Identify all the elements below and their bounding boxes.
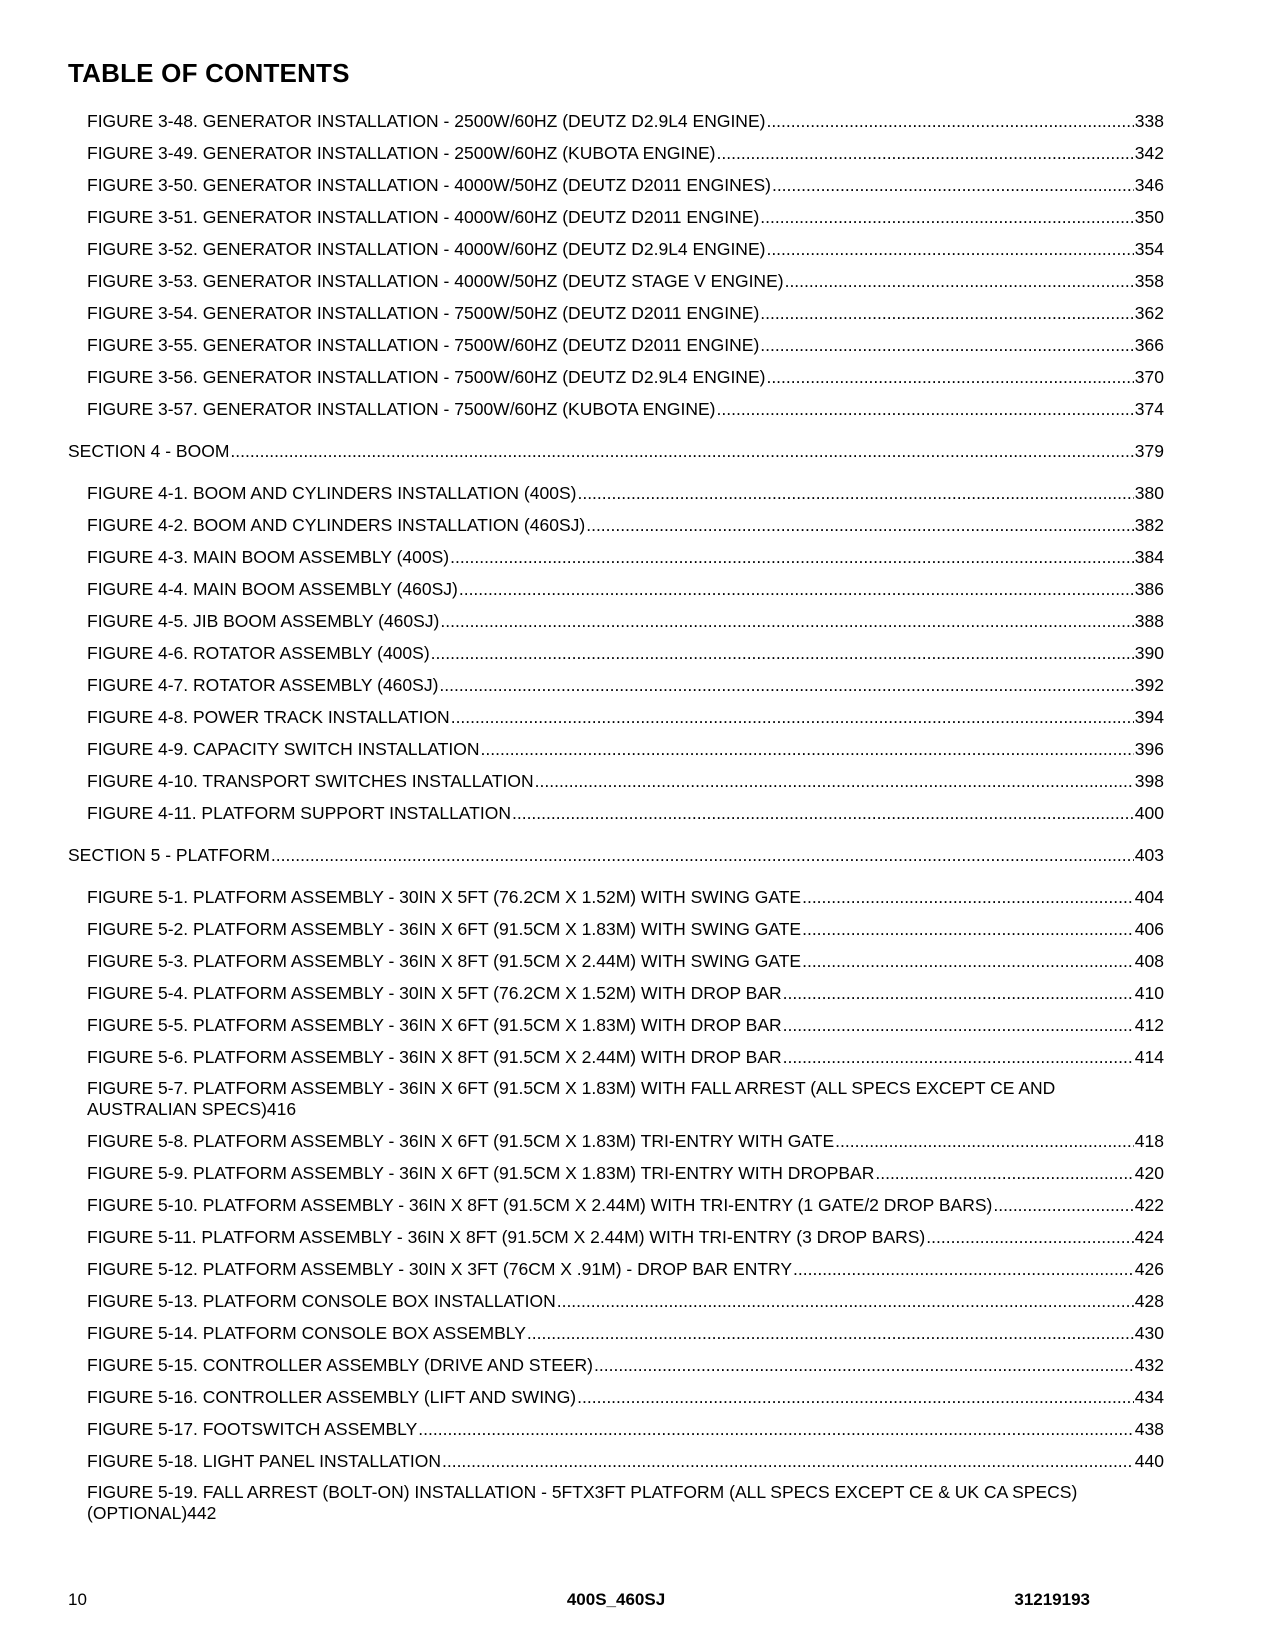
toc-entry-page: 342	[1134, 143, 1164, 163]
toc-entry[interactable]	[68, 950, 1164, 982]
toc-entry[interactable]	[68, 982, 1164, 1014]
toc-entry-label: FIGURE 5-18. LIGHT PANEL INSTALLATION	[87, 1451, 441, 1471]
toc-entry[interactable]	[68, 1162, 1164, 1194]
toc-entry[interactable]	[68, 886, 1164, 918]
dot-leader	[557, 1290, 1134, 1312]
toc-entry[interactable]	[68, 770, 1164, 802]
toc-entry-page: 362	[1134, 303, 1164, 323]
toc-entry[interactable]	[68, 110, 1164, 142]
toc-entry-page: 354	[1134, 239, 1164, 259]
toc-entry-page: 416	[266, 1099, 297, 1119]
toc-entry-label: FIGURE 4-3. MAIN BOOM ASSEMBLY (400S)	[87, 547, 450, 567]
toc-entry[interactable]	[68, 1046, 1164, 1078]
toc-entry-page: 386	[1134, 579, 1164, 599]
toc-entry-label: FIGURE 5-12. PLATFORM ASSEMBLY - 30IN X 3FT (76CM X .91M) - DROP BAR ENTRY	[87, 1259, 793, 1279]
toc-entry[interactable]	[68, 334, 1164, 366]
toc-entry-page: 392	[1134, 675, 1164, 695]
dot-leader	[481, 738, 1134, 760]
toc-entry-label: FIGURE 3-51. GENERATOR INSTALLATION - 4000W/60HZ (DEUTZ D2011 ENGINE)	[87, 207, 760, 227]
toc-entry-label: FIGURE 4-11. PLATFORM SUPPORT INSTALLATION	[87, 803, 511, 823]
dot-leader	[440, 610, 1133, 632]
toc-entry-label: FIGURE 5-17. FOOTSWITCH ASSEMBLY	[87, 1419, 418, 1439]
toc-entry-label: FIGURE 3-54. GENERATOR INSTALLATION - 7500W/50HZ (DEUTZ D2011 ENGINE)	[87, 303, 760, 323]
dot-leader	[760, 334, 1134, 356]
dot-leader	[760, 206, 1134, 228]
toc-entry-label: FIGURE 3-50. GENERATOR INSTALLATION - 4000W/50HZ (DEUTZ D2011 ENGINES)	[87, 175, 771, 195]
toc-entry[interactable]	[68, 1226, 1164, 1258]
toc-entry[interactable]	[68, 482, 1164, 514]
toc-entry[interactable]	[68, 918, 1164, 950]
page-title: TABLE OF CONTENTS	[68, 58, 350, 88]
toc-entry-page: 380	[1134, 483, 1164, 503]
toc-entry-page: 408	[1134, 951, 1164, 971]
page-footer	[68, 1590, 1164, 1614]
toc-entry-page: 432	[1134, 1355, 1164, 1375]
toc-entry-label: FIGURE 5-4. PLATFORM ASSEMBLY - 30IN X 5FT (76.2CM X 1.52M) WITH DROP BAR	[87, 983, 782, 1003]
toc-entry[interactable]	[68, 1194, 1164, 1226]
dot-leader	[793, 1258, 1134, 1280]
toc-entry-label: FIGURE 3-48. GENERATOR INSTALLATION - 2500W/60HZ (DEUTZ D2.9L4 ENGINE)	[87, 111, 766, 131]
toc-entry-page: 428	[1134, 1291, 1164, 1311]
toc-entry-label: FIGURE 3-57. GENERATOR INSTALLATION - 7500W/60HZ (KUBOTA ENGINE)	[87, 399, 716, 419]
dot-leader	[783, 982, 1134, 1004]
dot-leader	[802, 950, 1134, 972]
dot-leader	[875, 1162, 1133, 1184]
toc-entry-page: 434	[1134, 1387, 1164, 1407]
dot-leader	[271, 844, 1134, 866]
toc-entry-page: 346	[1134, 175, 1164, 195]
toc-entry-page: 394	[1134, 707, 1164, 727]
dot-leader	[766, 238, 1133, 260]
dot-leader	[535, 770, 1134, 792]
dot-leader	[418, 1418, 1134, 1440]
toc-entry-page: 442	[187, 1503, 217, 1523]
footer-model: 400S_460SJ	[566, 1590, 666, 1609]
toc-entry-label: FIGURE 5-11. PLATFORM ASSEMBLY - 36IN X 8FT (91.5CM X 2.44M) WITH TRI-ENTRY (3 DROP BARS)	[87, 1227, 926, 1247]
toc-entry-label: FIGURE 4-6. ROTATOR ASSEMBLY (400S)	[87, 643, 430, 663]
toc-entry-page: 430	[1134, 1323, 1164, 1343]
toc-entry-page: 366	[1134, 335, 1164, 355]
dot-leader	[512, 802, 1134, 824]
toc-entry[interactable]	[68, 1482, 1164, 1524]
toc-entry-label: FIGURE 3-55. GENERATOR INSTALLATION - 7500W/60HZ (DEUTZ D2011 ENGINE)	[87, 335, 760, 355]
toc-entry-page: 382	[1134, 515, 1164, 535]
toc-entry-page: 420	[1134, 1163, 1164, 1183]
toc-entry-label: FIGURE 4-1. BOOM AND CYLINDERS INSTALLATION (400S)	[87, 483, 577, 503]
toc-entry-label: FIGURE 5-19. FALL ARREST (BOLT-ON) INSTALLATION - 5FTX3FT PLATFORM (ALL SPECS EXCEPT CE & UK CA SPECS)	[87, 1482, 1078, 1502]
toc-entry-label: FIGURE 5-14. PLATFORM CONSOLE BOX ASSEMBLY	[87, 1323, 526, 1343]
toc-entry-label: FIGURE 4-9. CAPACITY SWITCH INSTALLATION	[87, 739, 480, 759]
toc-entry-label: FIGURE 4-4. MAIN BOOM ASSEMBLY (460SJ)	[87, 579, 458, 599]
dot-leader	[772, 174, 1134, 196]
toc-entry-page: 390	[1134, 643, 1164, 663]
toc-entry-label: FIGURE 4-2. BOOM AND CYLINDERS INSTALLATION (460SJ)	[87, 515, 586, 535]
dot-leader	[766, 366, 1133, 388]
toc-entry[interactable]	[68, 1014, 1164, 1046]
toc-entry-label: FIGURE 5-2. PLATFORM ASSEMBLY - 36IN X 6FT (91.5CM X 1.83M) WITH SWING GATE	[87, 919, 802, 939]
toc-entry-page: 398	[1134, 771, 1164, 791]
dot-leader	[783, 1014, 1134, 1036]
dot-leader	[442, 1450, 1134, 1472]
toc-entry-label: FIGURE 3-53. GENERATOR INSTALLATION - 4000W/50HZ (DEUTZ STAGE V ENGINE)	[87, 271, 784, 291]
toc-entry[interactable]	[68, 398, 1164, 430]
toc-entry-label: FIGURE 4-8. POWER TRACK INSTALLATION	[87, 707, 450, 727]
dot-leader	[230, 440, 1133, 462]
dot-leader	[459, 578, 1134, 600]
toc-entry[interactable]	[68, 1078, 1164, 1120]
toc-entry-label: FIGURE 5-8. PLATFORM ASSEMBLY - 36IN X 6FT (91.5CM X 1.83M) TRI-ENTRY WITH GATE	[87, 1131, 835, 1151]
toc-entry-label: SECTION 4 - BOOM	[68, 441, 230, 461]
toc-entry[interactable]	[68, 610, 1164, 642]
toc-entry-page: 384	[1134, 547, 1164, 567]
footer-doc-number: 31219193	[1014, 1590, 1090, 1609]
dot-leader	[594, 1354, 1134, 1376]
toc-entry-label: FIGURE 3-52. GENERATOR INSTALLATION - 4000W/60HZ (DEUTZ D2.9L4 ENGINE)	[87, 239, 766, 259]
toc-entry-page: 424	[1134, 1227, 1164, 1247]
toc-entry[interactable]	[68, 546, 1164, 578]
toc-entry-page: 414	[1134, 1047, 1164, 1067]
dot-leader	[802, 918, 1134, 940]
footer-page-number: 10	[68, 1590, 87, 1609]
toc-entry-label-continued: AUSTRALIAN SPECS)	[87, 1099, 267, 1119]
toc-entry-page: 388	[1134, 611, 1164, 631]
toc-entry-page: 426	[1134, 1259, 1164, 1279]
toc-entry-label: FIGURE 5-3. PLATFORM ASSEMBLY - 36IN X 8FT (91.5CM X 2.44M) WITH SWING GATE	[87, 951, 802, 971]
dot-leader	[577, 482, 1133, 504]
toc-entry[interactable]	[68, 706, 1164, 738]
toc-entry-label: FIGURE 5-6. PLATFORM ASSEMBLY - 36IN X 8FT (91.5CM X 2.44M) WITH DROP BAR	[87, 1047, 782, 1067]
toc-entry-page: 358	[1134, 271, 1164, 291]
toc-entry-page: 338	[1134, 111, 1164, 131]
dot-leader	[766, 110, 1133, 132]
toc-entry[interactable]	[68, 1322, 1164, 1354]
toc-entry-page: 374	[1134, 399, 1164, 419]
dot-leader	[586, 514, 1134, 536]
toc-entry-label: FIGURE 5-15. CONTROLLER ASSEMBLY (DRIVE AND STEER)	[87, 1355, 594, 1375]
toc-entry-label: SECTION 5 - PLATFORM	[68, 845, 270, 865]
toc-entry-label: FIGURE 5-7. PLATFORM ASSEMBLY - 36IN X 6FT (91.5CM X 1.83M) WITH FALL ARREST (ALL SPECS EXCEPT CE AND	[87, 1078, 1056, 1098]
toc-entry-page: 438	[1134, 1419, 1164, 1439]
toc-entry-page: 440	[1134, 1451, 1164, 1471]
dot-leader	[760, 302, 1134, 324]
toc-entry[interactable]	[68, 238, 1164, 270]
toc-entry[interactable]	[68, 674, 1164, 706]
toc-entry-label: FIGURE 3-56. GENERATOR INSTALLATION - 7500W/60HZ (DEUTZ D2.9L4 ENGINE)	[87, 367, 766, 387]
toc-entry[interactable]	[68, 1290, 1164, 1322]
toc-entry[interactable]	[68, 514, 1164, 546]
dot-leader	[439, 674, 1133, 696]
toc-entry-label: FIGURE 4-10. TRANSPORT SWITCHES INSTALLATION	[87, 771, 534, 791]
toc-entry-page: 422	[1134, 1195, 1164, 1215]
toc-entry-page: 403	[1134, 845, 1164, 865]
toc-entry[interactable]	[68, 1130, 1164, 1162]
toc-entry-page: 396	[1134, 739, 1164, 759]
toc-entry-label: FIGURE 5-16. CONTROLLER ASSEMBLY (LIFT AND SWING)	[87, 1387, 577, 1407]
toc-entry-page: 418	[1134, 1131, 1164, 1151]
toc-entry[interactable]	[68, 142, 1164, 174]
toc-entry-page: 350	[1134, 207, 1164, 227]
toc-entry[interactable]	[68, 302, 1164, 334]
toc-entry[interactable]	[68, 1450, 1164, 1482]
table-of-contents	[68, 110, 1164, 1534]
dot-leader	[785, 270, 1134, 292]
toc-entry[interactable]	[68, 1386, 1164, 1418]
toc-entry[interactable]	[68, 1418, 1164, 1450]
dot-leader	[577, 1386, 1134, 1408]
dot-leader	[835, 1130, 1134, 1152]
toc-entry-label: FIGURE 3-49. GENERATOR INSTALLATION - 2500W/60HZ (KUBOTA ENGINE)	[87, 143, 716, 163]
toc-entry[interactable]	[68, 366, 1164, 398]
toc-entry-page: 404	[1134, 887, 1164, 907]
toc-entry-label-continued: (OPTIONAL)	[87, 1503, 188, 1523]
dot-leader	[717, 398, 1134, 420]
dot-leader	[717, 142, 1134, 164]
toc-entry-page: 410	[1134, 983, 1164, 1003]
toc-entry-label: FIGURE 4-5. JIB BOOM ASSEMBLY (460SJ)	[87, 611, 440, 631]
toc-entry[interactable]	[68, 802, 1164, 834]
toc-section-entry[interactable]	[68, 844, 1164, 876]
dot-leader	[926, 1226, 1134, 1248]
toc-entry-page: 379	[1134, 441, 1164, 461]
toc-entry[interactable]	[68, 270, 1164, 302]
dot-leader	[431, 642, 1134, 664]
toc-entry[interactable]	[68, 206, 1164, 238]
toc-entry-page: 400	[1134, 803, 1164, 823]
dot-leader	[527, 1322, 1134, 1344]
dot-leader	[450, 546, 1134, 568]
toc-entry[interactable]	[68, 642, 1164, 674]
toc-entry[interactable]	[68, 1258, 1164, 1290]
dot-leader	[802, 886, 1134, 908]
toc-entry[interactable]	[68, 174, 1164, 206]
toc-entry-label: FIGURE 5-5. PLATFORM ASSEMBLY - 36IN X 6FT (91.5CM X 1.83M) WITH DROP BAR	[87, 1015, 782, 1035]
dot-leader	[783, 1046, 1134, 1068]
toc-entry-page: 412	[1134, 1015, 1164, 1035]
toc-entry[interactable]	[68, 578, 1164, 610]
toc-entry-label: FIGURE 5-10. PLATFORM ASSEMBLY - 36IN X 8FT (91.5CM X 2.44M) WITH TRI-ENTRY (1 GATE/2 DROP BARS)	[87, 1195, 993, 1215]
toc-entry[interactable]	[68, 1354, 1164, 1386]
toc-entry-page: 370	[1134, 367, 1164, 387]
toc-entry-label: FIGURE 4-7. ROTATOR ASSEMBLY (460SJ)	[87, 675, 439, 695]
toc-entry[interactable]	[68, 738, 1164, 770]
toc-section-entry[interactable]	[68, 440, 1164, 472]
dot-leader	[451, 706, 1134, 728]
toc-entry-label: FIGURE 5-1. PLATFORM ASSEMBLY - 30IN X 5FT (76.2CM X 1.52M) WITH SWING GATE	[87, 887, 802, 907]
toc-entry-label: FIGURE 5-13. PLATFORM CONSOLE BOX INSTALLATION	[87, 1291, 556, 1311]
dot-leader	[993, 1194, 1133, 1216]
toc-entry-page: 406	[1134, 919, 1164, 939]
toc-entry-label: FIGURE 5-9. PLATFORM ASSEMBLY - 36IN X 6FT (91.5CM X 1.83M) TRI-ENTRY WITH DROPBAR	[87, 1163, 875, 1183]
